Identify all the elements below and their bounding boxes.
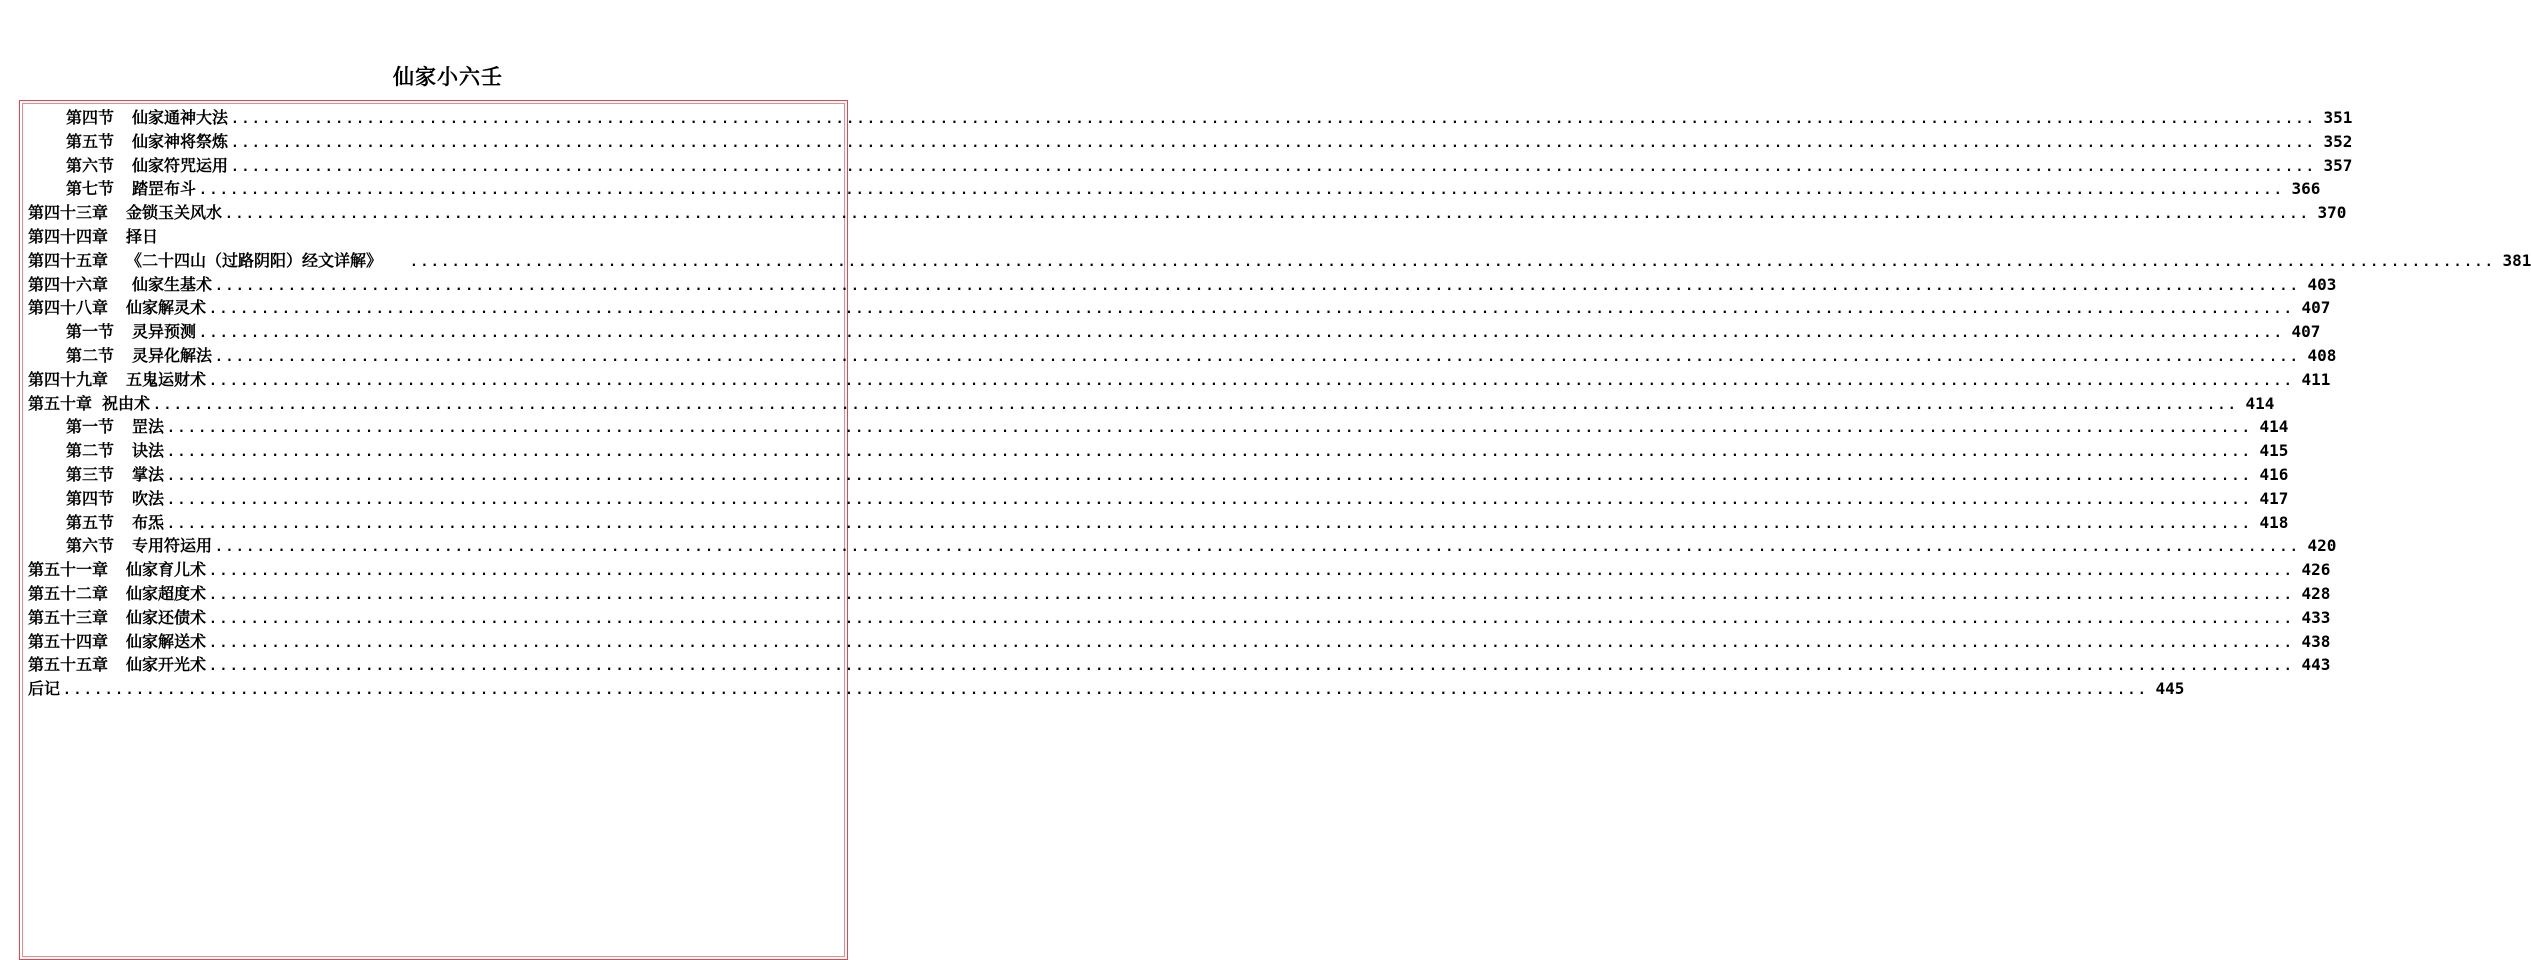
toc-entry[interactable] xyxy=(28,177,2321,201)
toc-entry-text xyxy=(66,463,164,487)
toc-entry-title: 仙家解送术 xyxy=(126,631,207,651)
dot-leader: ........................................................................................................................................................................................................ xyxy=(215,540,2301,556)
toc-entry-title: 仙家神将祭炼 xyxy=(132,131,229,151)
toc-entry-text xyxy=(66,439,164,463)
dot-leader: ........................................................................................................................................................................................................ xyxy=(63,683,2149,699)
toc-entry[interactable] xyxy=(28,344,2337,368)
toc-entry[interactable] xyxy=(28,106,2353,130)
toc-page-number: 366 xyxy=(2291,179,2321,199)
toc-entry[interactable] xyxy=(28,392,2275,416)
toc-page-number: 407 xyxy=(2291,322,2321,342)
toc-entry-label: 第四十六章 xyxy=(28,274,109,294)
toc-entry-text xyxy=(28,392,150,416)
toc-entry-title: 仙家还债术 xyxy=(126,607,207,627)
toc-page-number: 407 xyxy=(2301,298,2331,318)
toc-entry[interactable] xyxy=(28,487,2289,511)
toc-entry-text xyxy=(28,677,60,701)
toc-entry-label: 第五节 xyxy=(66,131,115,151)
toc-entry[interactable] xyxy=(28,296,2331,320)
toc-page-number: 403 xyxy=(2307,274,2337,294)
toc-entry-text xyxy=(66,320,196,344)
toc-page-number: 381 xyxy=(2502,250,2531,270)
toc-entry-text xyxy=(28,296,206,320)
toc-entry-label: 第四节 xyxy=(66,108,115,127)
toc-entry-title: 择日 xyxy=(126,226,159,246)
toc-entry[interactable] xyxy=(28,558,2331,582)
toc-entry-label: 第五十一章 xyxy=(28,560,109,580)
dot-leader: ........................................................................................................................................................................................................ xyxy=(209,659,2295,675)
toc-entry-text xyxy=(66,154,228,178)
toc-entry-title: 灵异预测 xyxy=(132,322,197,342)
toc-entry-label: 第四十八章 xyxy=(28,298,109,318)
toc-entry-label: 第五十章 xyxy=(28,393,93,413)
toc-entry-label: 第七节 xyxy=(66,179,115,199)
dot-leader: ........................................................................................................................................................................................................ xyxy=(209,302,2295,318)
toc-page-number: 370 xyxy=(2317,203,2347,223)
toc-entry-text xyxy=(66,177,196,201)
dot-leader: ........................................................................................................................................................................................................ xyxy=(410,254,2496,270)
toc-entry[interactable] xyxy=(28,368,2331,392)
dot-leader: ........................................................................................................................................................................................................ xyxy=(209,373,2295,389)
toc-entry-label: 第三节 xyxy=(66,464,115,484)
toc-page-number: 420 xyxy=(2307,536,2337,556)
toc-page-number: 415 xyxy=(2259,441,2289,461)
toc-entry-text xyxy=(66,130,228,154)
toc-entry-title: 仙家符咒运用 xyxy=(132,155,229,175)
toc-page-number: 357 xyxy=(2323,155,2353,175)
toc-entry[interactable] xyxy=(28,154,2353,178)
toc-page-number: 414 xyxy=(2259,417,2289,437)
dot-leader: ........................................................................................................................................................................................................ xyxy=(231,112,2317,127)
toc-entry-label: 第四十四章 xyxy=(28,226,109,246)
toc-entry-label: 第四节 xyxy=(66,488,115,508)
toc-entry[interactable] xyxy=(28,606,2331,630)
dot-leader: ........................................................................................................................................................................................................ xyxy=(231,135,2317,151)
dot-leader: ........................................................................................................................................................................................................ xyxy=(215,278,2301,294)
toc-page-number: 411 xyxy=(2301,369,2331,389)
toc-page-number: 428 xyxy=(2301,583,2331,603)
dot-leader: ........................................................................................................................................................................................................ xyxy=(167,516,2253,532)
toc-page-number: 445 xyxy=(2155,679,2185,699)
toc-entry[interactable] xyxy=(28,534,2337,558)
toc-entry-text xyxy=(28,273,212,297)
toc-entry-title: 祝由术 xyxy=(102,393,151,413)
toc-entry-text xyxy=(66,415,164,439)
toc-page-number: 426 xyxy=(2301,560,2331,580)
dot-leader: ........................................................................................................................................................................................................ xyxy=(199,326,2285,342)
dot-leader: ........................................................................................................................................................................................................ xyxy=(199,183,2285,199)
toc-page-number: 414 xyxy=(2245,393,2275,413)
toc-entry-label: 后记 xyxy=(28,679,61,699)
dot-leader: ........................................................................................................................................................................................................ xyxy=(231,159,2317,175)
toc-page-number: 351 xyxy=(2323,108,2353,127)
toc-entry-text xyxy=(28,225,158,249)
toc-entry-title: 仙家育儿术 xyxy=(126,560,207,580)
toc-entry-label: 第六节 xyxy=(66,155,115,175)
page-title: 仙家小六壬 xyxy=(393,65,503,89)
toc-entry[interactable] xyxy=(28,273,2337,297)
dot-leader: ........................................................................................................................................................................................................ xyxy=(225,207,2311,223)
toc-entry[interactable] xyxy=(28,130,2353,154)
toc-entry-text xyxy=(28,653,206,677)
toc-entry[interactable] xyxy=(28,582,2331,606)
toc-page-number: 417 xyxy=(2259,488,2289,508)
toc-page-number: 418 xyxy=(2259,512,2289,532)
toc-page-number: 416 xyxy=(2259,464,2289,484)
toc-entry-text xyxy=(66,344,212,368)
toc-entry[interactable] xyxy=(28,653,2331,677)
toc-entry-text xyxy=(28,558,206,582)
toc-page-number: 433 xyxy=(2301,607,2331,627)
toc-entry-label: 第四十五章 xyxy=(28,250,109,270)
toc-entry-title: 专用符运用 xyxy=(132,536,213,556)
toc-entry[interactable] xyxy=(28,463,2289,487)
toc-page-number: 443 xyxy=(2301,655,2331,675)
toc-entry-title: 布炁 xyxy=(132,512,165,532)
toc-entry[interactable] xyxy=(28,201,2347,225)
toc-entry-title: 五鬼运财术 xyxy=(126,369,207,389)
toc-entry-label: 第五十五章 xyxy=(28,655,109,675)
toc-entry-title: 《二十四山（过路阴阳）经文详解》 xyxy=(126,250,383,270)
dot-leader: ........................................................................................................................................................................................................ xyxy=(167,468,2253,484)
toc-entry-title: 仙家超度术 xyxy=(126,583,207,603)
toc-entry-label: 第一节 xyxy=(66,417,115,437)
toc-entry[interactable] xyxy=(28,320,2321,344)
toc-entry-title: 吹法 xyxy=(132,488,165,508)
dot-leader: ........................................................................................................................................................................................................ xyxy=(167,421,2253,437)
toc-entry-label: 第五十二章 xyxy=(28,583,109,603)
toc-entry-title: 仙家通神大法 xyxy=(132,108,229,127)
toc-entry[interactable] xyxy=(28,511,2289,535)
dot-leader: ........................................................................................................................................................................................................ xyxy=(167,445,2253,461)
toc-entry-label: 第六节 xyxy=(66,536,115,556)
toc-entry-label: 第五节 xyxy=(66,512,115,532)
table-of-contents xyxy=(28,106,2531,701)
toc-entry-text xyxy=(28,249,382,273)
toc-entry-text xyxy=(66,534,212,558)
toc-entry-text xyxy=(28,201,222,225)
toc-entry-text xyxy=(28,368,206,392)
toc-entry-title: 掌法 xyxy=(132,464,165,484)
toc-entry-title: 罡法 xyxy=(132,417,165,437)
dot-leader: ........................................................................................................................................................................................................ xyxy=(209,635,2295,651)
toc-entry-label: 第一节 xyxy=(66,322,115,342)
toc-entry-title: 仙家开光术 xyxy=(126,655,207,675)
dot-leader: ........................................................................................................................................................................................................ xyxy=(167,492,2253,508)
toc-page-number: 352 xyxy=(2323,131,2353,151)
dot-leader: ........................................................................................................................................................................................................ xyxy=(153,397,2239,413)
toc-entry[interactable] xyxy=(28,630,2331,654)
toc-entry-text xyxy=(28,606,206,630)
toc-entry-text xyxy=(66,511,164,535)
toc-entry[interactable] xyxy=(28,249,2531,273)
toc-entry-title: 踏罡布斗 xyxy=(132,179,197,199)
toc-entry-text xyxy=(28,630,206,654)
toc-entry-text xyxy=(66,487,164,511)
toc-entry-title: 金锁玉关风水 xyxy=(126,203,223,223)
toc-entry-text xyxy=(28,582,206,606)
dot-leader: ........................................................................................................................................................................................................ xyxy=(209,611,2295,627)
toc-entry-label: 第五十四章 xyxy=(28,631,109,651)
toc-entry-title: 仙家解灵术 xyxy=(126,298,207,318)
toc-entry-title: 仙家生基术 xyxy=(132,274,213,294)
toc-entry-title: 灵异化解法 xyxy=(132,345,213,365)
toc-entry-label: 第二节 xyxy=(66,441,115,461)
toc-entry[interactable] xyxy=(28,677,2185,701)
dot-leader: ........................................................................................................................................................................................................ xyxy=(209,564,2295,580)
toc-page-number: 438 xyxy=(2301,631,2331,651)
toc-entry[interactable] xyxy=(28,439,2289,463)
dot-leader: ........................................................................................................................................................................................................ xyxy=(215,349,2301,365)
toc-entry[interactable] xyxy=(28,225,841,249)
toc-entry-label: 第四十九章 xyxy=(28,369,109,389)
toc-entry-label: 第四十三章 xyxy=(28,203,109,223)
toc-entry-text xyxy=(66,106,228,130)
dot-leader: ........................................................................................................................................................................................................ xyxy=(209,587,2295,603)
toc-entry-label: 第二节 xyxy=(66,345,115,365)
toc-page-number: 408 xyxy=(2307,345,2337,365)
toc-entry[interactable] xyxy=(28,415,2289,439)
toc-entry-title: 诀法 xyxy=(132,441,165,461)
toc-entry-label: 第五十三章 xyxy=(28,607,109,627)
